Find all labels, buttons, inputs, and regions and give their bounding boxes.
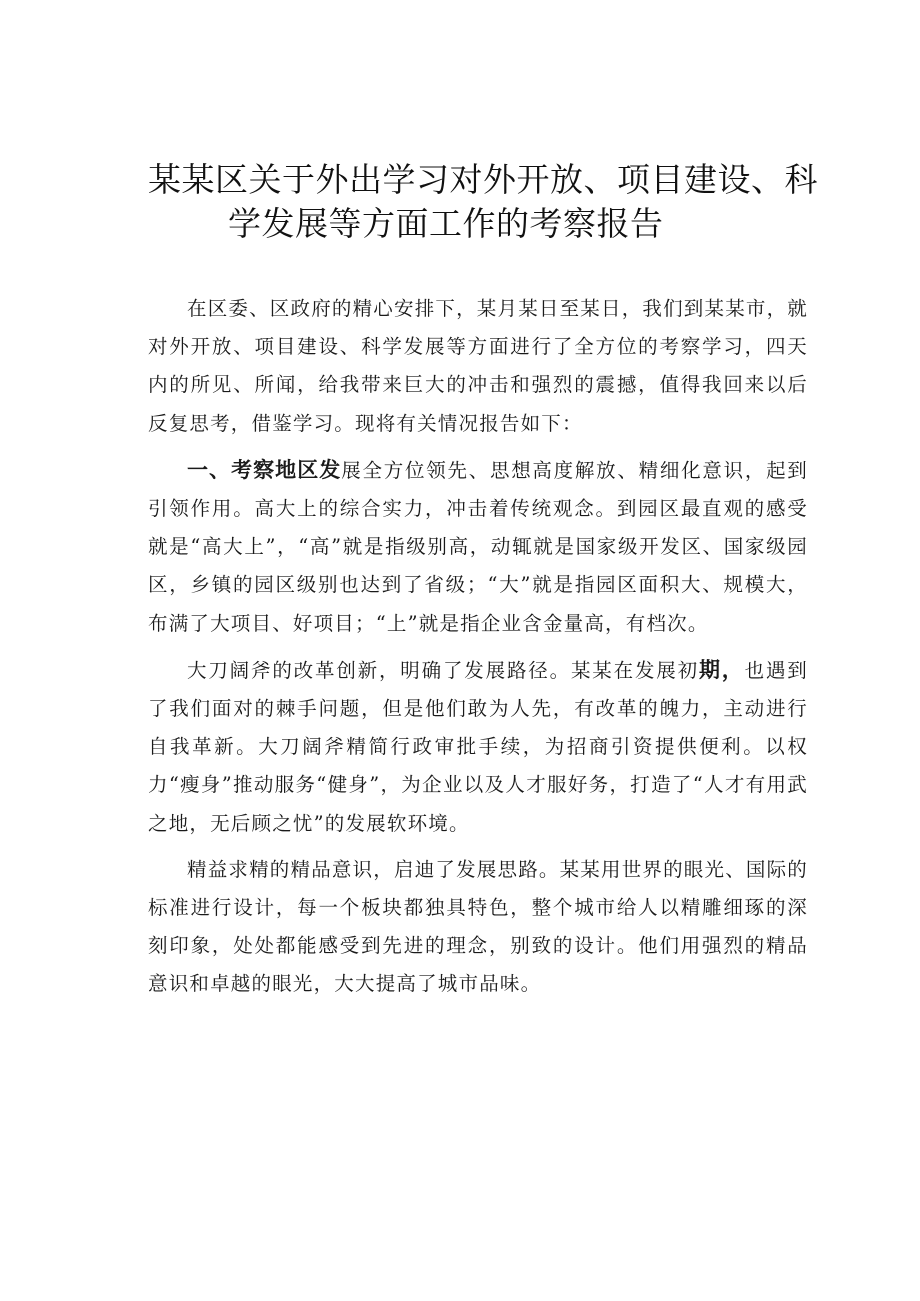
paragraph-reform-before: 大刀阔斧的改革创新，明确了发展路径。某某在发展初 — [187, 658, 699, 682]
paragraph-quality — [148, 851, 808, 1004]
document-title — [148, 158, 818, 246]
paragraph-section-one — [148, 451, 808, 643]
section-heading-one: 一、考察地区发 — [187, 457, 342, 482]
paragraph-reform — [148, 651, 808, 843]
paragraph-reform-after: 也遇到了我们面对的棘手问题，但是他们敢为人先，有改革的魄力，主动进行自我革新。大刀阔斧精简行政审批手续，为招商引资提供便利。以权力“瘦身”推动服务“健身”，为企业以及人才服好务，打造了“人才有用武之地，无后顾之忧”的发展软环境。 — [148, 658, 808, 835]
document-body — [148, 290, 808, 1004]
paragraph-reform-emphasis: 期， — [698, 657, 745, 682]
paragraph-section-one-text: 展全方位领先、思想高度解放、精细化意识，起到引领作用。高大上的综合实力，冲击着传统观念。到园区最直观的感受就是“高大上”，“高”就是指级别高，动辄就是国家级开发区、国家级园区，乡镇的园区级别也达到了省级；“大”就是指园区面积大、规模大，布满了大项目、好项目；“上”就是指企业含金量高，有档次。 — [148, 458, 809, 635]
title-line-2: 学发展等方面工作的考察报告 — [228, 204, 664, 243]
paragraph-quality-text: 精益求精的精品意识，启迪了发展思路。某某用世界的眼光、国际的标准进行设计，每一个板块都独具特色，整个城市给人以精雕细琢的深刻印象，处处都能感受到先进的理念，别致的设计。他们用强烈的精品意识和卓越的眼光，大大提高了城市品味。 — [148, 857, 809, 996]
paragraph-intro — [148, 290, 808, 443]
paragraph-intro-text: 在区委、区政府的精心安排下，某月某日至某日，我们到某某市，就对外开放、项目建设、科学发展等方面进行了全方位的考察学习，四天内的所见、所闻，给我带来巨大的冲击和强烈的震撼，值得我回来以后反复思考，借鉴学习。现将有关情况报告如下： — [148, 297, 809, 435]
title-line-1: 某某区关于外出学习对外开放、项目建设、科 — [148, 160, 818, 199]
